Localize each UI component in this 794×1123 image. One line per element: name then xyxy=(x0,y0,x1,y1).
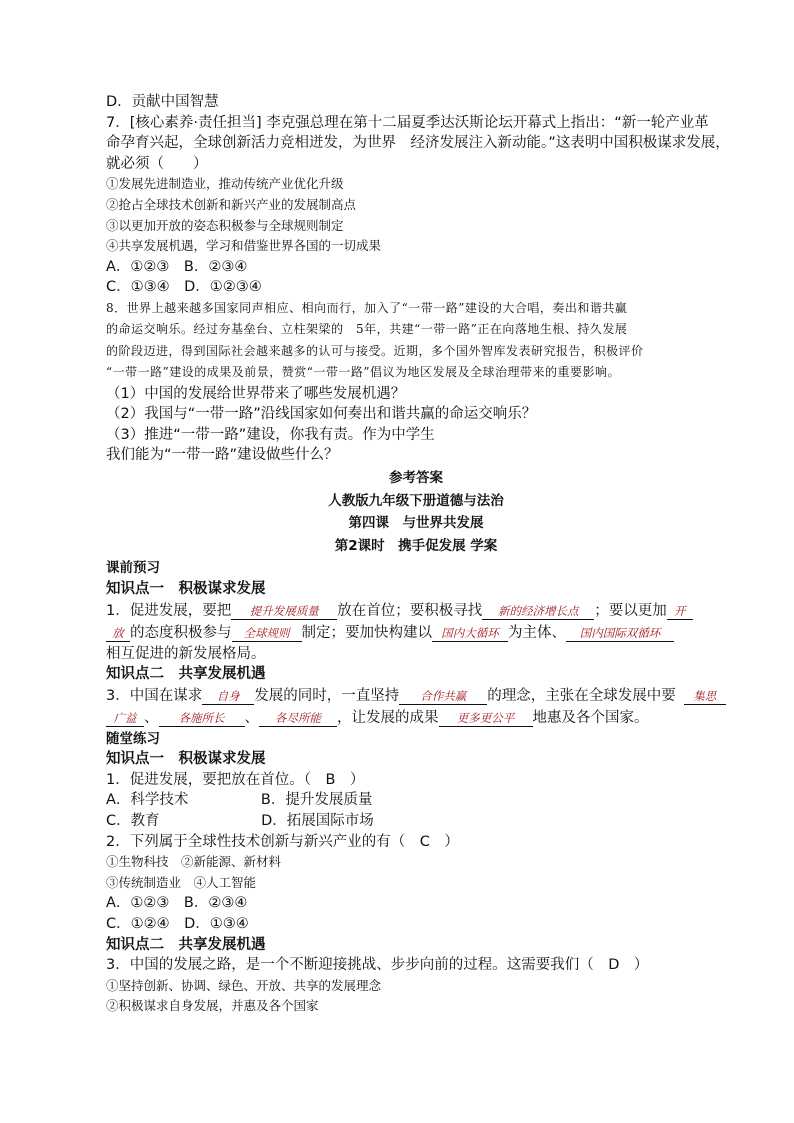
fill-q3-line2 xyxy=(106,707,726,729)
fill-q1-answer4: 全球规则 xyxy=(232,625,302,642)
fill-q3-answer4: 各施所长 xyxy=(159,710,245,727)
fill-q1-answer3-part2: 放 xyxy=(106,625,130,642)
section-preview: 课前预习 xyxy=(106,560,160,577)
fill-q1-answer1: 提升发展质量 xyxy=(231,603,337,620)
fill-q3-text1: 3．中国在谋求 xyxy=(106,687,203,704)
fill-q3-text6: ，让发展的成果 xyxy=(337,709,439,726)
practice-q2-options-ab: A．①②③ B．②③④ xyxy=(106,895,248,912)
fill-q3-text4: 、 xyxy=(144,709,159,726)
q7-item-3: ③以更加开放的姿态积极参与全球规则制定 xyxy=(106,217,344,233)
fill-q1-line1 xyxy=(106,600,726,622)
fill-q3-answer3-part1: 集思 xyxy=(684,688,726,705)
fill-q3-answer6: 更多更公平 xyxy=(439,710,533,727)
practice-q2-items-12: ①生物科技 ②新能源、新材料 xyxy=(106,854,282,870)
q8-sub-3: （3）推进“一带一路”建设，你我有责。作为中学生 xyxy=(106,426,435,443)
practice-q2-stem: 2．下列属于全球性技术创新与新兴产业的有（ C ） xyxy=(106,833,459,850)
practice-q1-options-cd: C．教育 D．拓展国际市场 xyxy=(106,813,374,830)
knowledge-point-1: 知识点一 积极谋求发展 xyxy=(106,580,266,597)
q8-passage-line3: 的阶段迈进，得到国际社会越来越多的认可与接受。近期，多个国外智库发表研究报告，积极评价 xyxy=(106,343,644,358)
fill-q3-text2: 发展的同时，一直坚持 xyxy=(254,687,400,704)
q7-stem-line2: 命孕育兴起，全球创新活力竞相迸发，为世界 经济发展注入新动能。”这表明中国积极谋求发展， xyxy=(106,135,730,152)
knowledge-point-2: 知识点二 共享发展机遇 xyxy=(106,666,266,683)
q7-item-2: ②抢占全球技术创新和新兴产业的发展制高点 xyxy=(106,196,357,212)
fill-q1-line3: 相互促进的新发展格局。 xyxy=(106,645,266,662)
q7-options-ab: A．①②③ B．②③④ xyxy=(106,258,248,275)
fill-q1-answer2: 新的经济增长点 xyxy=(482,603,594,620)
practice-q1-options-ab: A．科学技术 B．提升发展质量 xyxy=(106,792,373,809)
fill-q1-text4: 的态度积极参与 xyxy=(130,624,232,641)
fill-q3-text3: 的理念，主张在全球发展中要 xyxy=(487,687,676,704)
fill-q1-answer3-part1: 开 xyxy=(667,603,693,620)
fill-q3-text7: 地惠及各个国家。 xyxy=(532,709,649,726)
q7-options-cd: C．①③④ D．①②③④ xyxy=(106,279,262,296)
q8-sub-2: （2）我国与“一带一路”沿线国家如何奏出和谐共赢的命运交响乐？ xyxy=(106,406,537,423)
q8-sub-3-cont: 我们能为“一带一路”建设做些什么？ xyxy=(106,447,339,464)
section-class-practice: 随堂练习 xyxy=(106,730,160,747)
practice-q2-options-cd: C．①②④ D．①③④ xyxy=(106,916,249,933)
fill-q3-answer2: 合作共赢 xyxy=(399,688,487,705)
practice-q3-item-1: ①坚持创新、协调、绿色、开放、共享的发展理念 xyxy=(106,977,382,993)
fill-q1-text3: ；要以更加 xyxy=(594,602,667,619)
practice-q3-stem: 3．中国的发展之路，是一个不断迎接挑战、步步向前的过程。这需要我们（ D ） xyxy=(106,957,649,974)
fill-q1-text5: 制定；要加快构建以 xyxy=(301,624,432,641)
knowledge-point-1-practice: 知识点一 积极谋求发展 xyxy=(106,751,266,768)
fill-q1-text2: 放在首位；要积极寻找 xyxy=(337,602,483,619)
fill-q1-text1: 1．促进发展，要把 xyxy=(106,602,232,619)
answer-heading: 参考答案 xyxy=(389,469,443,486)
q8-passage-line2: 的命运交响乐。经过夯基垒台、立柱架梁的 5年，共建“一带一路”正在向落地生根、持久发展 xyxy=(106,322,628,337)
q7-item-1: ①发展先进制造业，推动传统产业优化升级 xyxy=(106,176,344,192)
document-page xyxy=(106,92,730,1017)
q8-passage-line4: “一带一路”建设的成果及前景，赞赏“一带一路”倡议为地区发展及全球治理带来的重要影响。 xyxy=(106,365,621,380)
q8-passage-line1: 8．世界上越来越多国家同声相应、相向而行，加入了“一带一路”建设的大合唱，奏出和谐共赢 xyxy=(106,300,628,315)
practice-q1-stem: 1．促进发展，要把放在首位。（ B ） xyxy=(106,771,365,788)
option-d: D．贡献中国智慧 xyxy=(106,94,219,110)
fill-q1-text6: 为主体、 xyxy=(508,624,566,641)
q7-item-4: ④共享发展机遇，学习和借鉴世界各国的一切成果 xyxy=(106,238,382,254)
fill-q3-answer5: 各尽所能 xyxy=(259,710,337,727)
fill-q3-answer1: 自身 xyxy=(202,688,254,705)
fill-q3-answer3-part2: 广益 xyxy=(106,710,144,727)
q8-sub-1: （1）中国的发展给世界带来了哪些发展机遇？ xyxy=(106,385,406,402)
fill-q3-text5: 、 xyxy=(244,709,259,726)
q7-stem-line3: 就必须（ ） xyxy=(106,155,208,172)
title-period: 第2课时 携手促发展 学案 xyxy=(334,537,498,554)
fill-q1-answer5: 国内大循环 xyxy=(432,625,508,642)
q7-stem-line1: 7．[核心素养·责任担当] 李克强总理在第十二届夏季达沃斯论坛开幕式上指出：“新一轮产业革 xyxy=(106,114,709,131)
fill-q3-line1 xyxy=(106,685,726,707)
knowledge-point-2-practice: 知识点二 共享发展机遇 xyxy=(106,936,266,953)
practice-q3-item-2: ②积极谋求自身发展，并惠及各个国家 xyxy=(106,998,319,1014)
fill-q1-line2 xyxy=(106,622,726,644)
practice-q2-items-34: ③传统制造业 ④人工智能 xyxy=(106,874,257,890)
title-lesson: 第四课 与世界共发展 xyxy=(348,515,484,532)
title-textbook: 人教版九年级下册道德与法治 xyxy=(328,492,504,509)
fill-q1-answer6: 国内国际双循环 xyxy=(566,625,674,642)
